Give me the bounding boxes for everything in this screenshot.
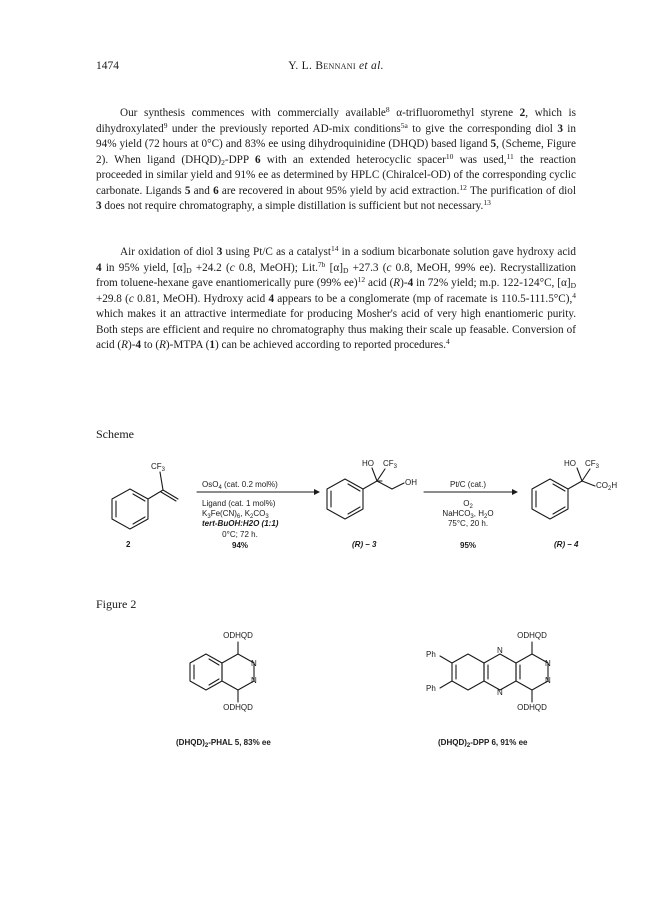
dpp-odhqd-bottom: ODHQD [517,703,547,712]
dpp-odhqd-top: ODHQD [517,631,547,640]
diol-oh: OH [405,478,417,487]
reagent-bicarbonate: NaHCO$_3$, $H_2O$ [442,509,494,520]
phal-odhqd-bottom: ODHQD [223,703,253,712]
dpp-ligand-structure [440,642,548,702]
reagent-oxidant: $K_3Fe(CN)_6$, $K_2CO_3$ [202,509,269,520]
reagent-o2: $O_2$ [463,499,473,510]
page-number: 1474 [96,60,119,72]
dpp-n2: N [497,688,503,697]
step2-yield: 95% [459,541,477,550]
reagent-ptc: Pt/C (cat.) [449,480,487,489]
dpp-n4: N [545,676,551,685]
compound-4-label: (R) – 4 [554,540,579,549]
paragraph-synthesis: Our synthesis commences with commercially available$^8$ α-trifluoromethyl styrene 2, which is dihydroxylated$^9$ under the previously reported AD-mix conditions$^{5a}$ to give the corresponding diol 3 in 94% yield (72 hours at 0°C) and 83% ee using dihydroquinidine (DHQD) based ligand 5, (Scheme, Figure 2). When ligand $(DHQD)_2$-DPP 6 with an extended heterocyclic spacer$^{10}$ was used,$^{11}$ the reaction proceeded in similar yield and 91% ee as determined by HPLC (Chiralcel-OD) of the corresponding cyclic carbonate. Ligands 5 and 6 are recovered in about 95% yield by acid extraction.$^{12}$ The purification of diol 3 does not require chromatography, a simple distillation is sufficient but not necessary.$^{13}$ [96,105,577,212]
paragraph-oxidation: Air oxidation of diol 3 using Pt/C as a catalyst$^{14}$ in a sodium bicarbonate solution gave hydroxy acid 4 in 95% yield, $[\alpha]_D +24.2$ (c 0.8, MeOH); Lit.$^{7b}$ $[\alpha]_D +27.3$ (c 0.8, MeOH, 99% ee). Recrystallization from toluene-hexane gave enantiomerically pure (99% ee)$^{12}$ acid (R)-4 in 72% yield; m.p. 122-124°C, $[\alpha]_D +29.8$ (c 0.81, MeOH). Hydroxy acid 4 appears to be a conglomerate (mp of racemate is 110.5-111.5°C),$^4$ which makes it an attractive intermediate for producing Mosher's acid of very high enantiomeric purity. Both steps are efficient and require no chromatography thus making their scale up feasable. Conversion of acid (R)-4 to (R)-MTPA (1) can be achieved according to reported procedures.$^4$ [96,244,577,351]
dpp-n1: N [497,646,503,655]
diol-ho: HO [362,459,374,468]
diol-structure [327,468,404,519]
dpp-caption: $(DHQD)_2$-DPP 6, 91% ee [438,738,528,749]
scheme-label: Scheme [96,427,134,441]
dpp-ph-top: Ph [426,650,436,659]
reagent-conditions: 75°C, 20 h. [447,519,489,528]
styrene-structure [112,472,178,529]
reagent-oso4: OsO$_4$ (cat. 0.2 mol%) [202,480,278,491]
phal-ligand-structure [190,642,254,702]
phal-odhqd-top: ODHQD [223,631,253,640]
hydroxy-acid-structure [532,468,595,519]
phal-n1: N [251,659,257,668]
author-line: Y. L. Bennani et al. [288,60,384,72]
acid-cf3: $CF_3$ [585,459,600,470]
phal-caption: $(DHQD)_2$-PHAL 5, 83% ee [176,738,271,749]
reagent-ligand: Ligand (cat. 1 mol%) [202,499,276,508]
reagent-temp: 0°C; 72 h. [222,530,258,539]
acid-ho: HO [564,459,576,468]
step1-yield: 94% [231,541,249,550]
phal-n2: N [251,676,257,685]
diol-cf3: $CF_3$ [383,459,398,470]
figure-label: Figure 2 [96,597,137,611]
dpp-ph-bottom: Ph [426,684,436,693]
acid-co2h: $CO_2H$ [596,481,618,492]
reagent-solvent: tert-BuOH:H2O (1:1) [202,519,279,528]
cf3-label-2: $CF_3$ [151,462,166,473]
dpp-n3: N [545,659,551,668]
compound-2-label: 2 [126,540,131,549]
compound-3-label: (R) – 3 [352,540,377,549]
